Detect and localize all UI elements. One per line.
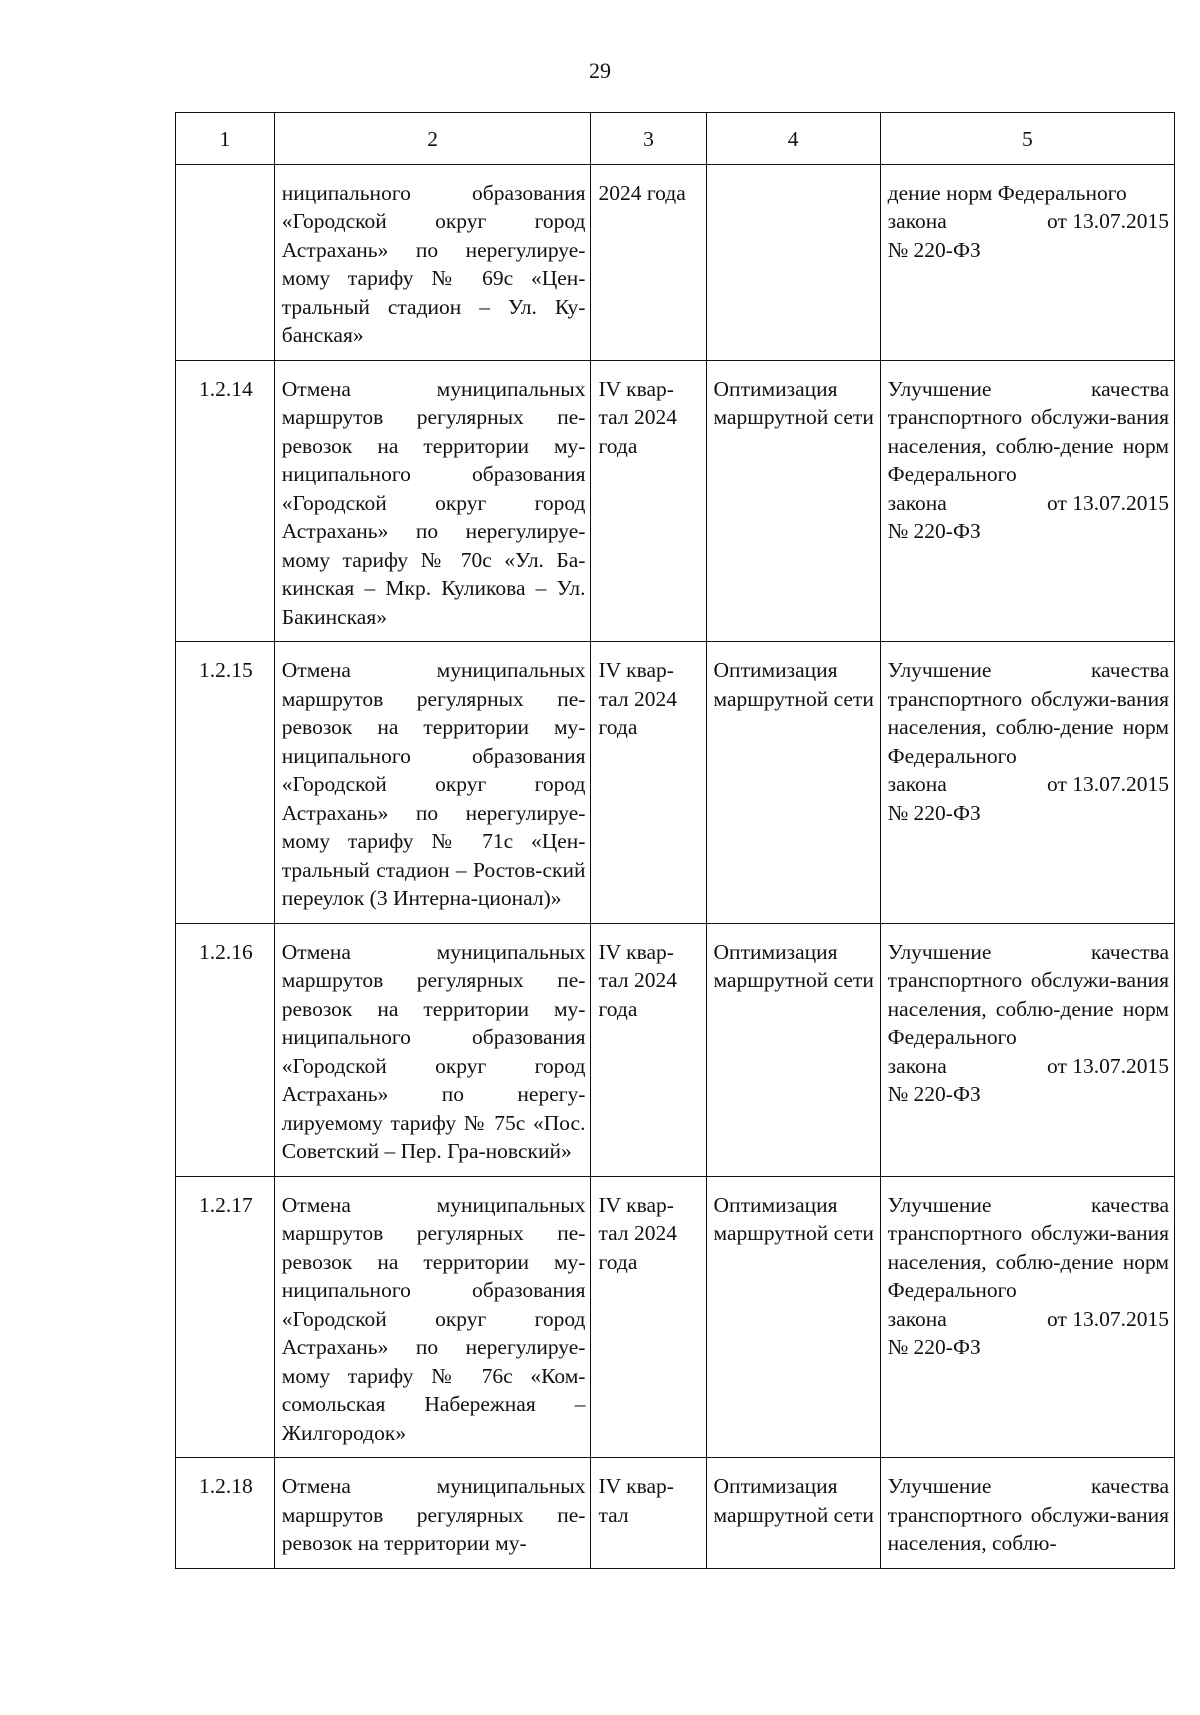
expected-result-cell [880, 164, 1174, 360]
law-word: закона [887, 1306, 947, 1331]
row-number-cell: 1.2.15 [176, 642, 275, 924]
law-word: закона [887, 772, 947, 796]
expected-result-cell [880, 642, 1174, 924]
law-reference-line [888, 1305, 1169, 1334]
law-date: от 13.07.2015 [1047, 209, 1169, 233]
law-word: закона [887, 209, 947, 233]
header-col-5: 5 [880, 113, 1174, 165]
table-row [176, 360, 1175, 642]
law-reference-line [888, 207, 1169, 236]
law-number: № 220-ФЗ [887, 519, 981, 543]
law-number: № 220-ФЗ [887, 800, 981, 825]
law-word: закона [887, 490, 947, 515]
table-header-row [176, 113, 1175, 165]
result-text: Улучшение качества транспортного обслужи-вания населения, соблю-дение норм Федерального [887, 376, 1169, 486]
row-number-cell: 1.2.18 [176, 1458, 275, 1569]
law-date: от 13.07.2015 [1047, 1306, 1169, 1331]
period-cell: IV квар-тал 2024 года [591, 642, 706, 924]
table-row [176, 923, 1175, 1176]
result-text: Улучшение качества транспортного обслужи-вания населения, соблю- [887, 1474, 1169, 1555]
law-date: от 13.07.2015 [1047, 490, 1169, 515]
result-text: Улучшение качества транспортного обслужи-вания населения, соблю-дение норм Федерального [887, 658, 1169, 768]
table-row [176, 1176, 1175, 1458]
goal-cell: Оптимизация маршрутной сети [706, 923, 880, 1176]
measure-description-cell: ниципального образования «Городской округ город Астрахань» по нерегулируе-мому тарифу № 69с «Цен-тральный стадион – Ул. Ку-банская» [274, 164, 591, 360]
header-col-2: 2 [274, 113, 591, 165]
expected-result-cell [880, 1458, 1174, 1569]
law-number: № 220-ФЗ [887, 1335, 981, 1359]
expected-result-cell [880, 360, 1174, 642]
expected-result-cell [880, 923, 1174, 1176]
table-row [176, 1458, 1175, 1569]
law-date: от 13.07.2015 [1047, 772, 1169, 796]
expected-result-cell [880, 1176, 1174, 1458]
row-number-cell: 1.2.16 [176, 923, 275, 1176]
table-body [176, 164, 1175, 1568]
goal-cell: Оптимизация маршрутной сети [706, 1458, 880, 1569]
row-number-cell: 1.2.14 [176, 360, 275, 642]
table-row [176, 164, 1175, 360]
result-text: Улучшение качества транспортного обслужи-вания населения, соблю-дение норм Федерального [887, 1192, 1169, 1302]
row-number-cell: 1.2.17 [176, 1176, 275, 1458]
law-reference-line [888, 770, 1169, 799]
header-col-4: 4 [706, 113, 880, 165]
result-text: дение норм Федерального [887, 180, 1127, 205]
header-col-3: 3 [591, 113, 706, 165]
page-number: 29 [589, 58, 611, 83]
result-text: Улучшение качества транспортного обслужи-вания населения, соблю-дение норм Федерального [887, 939, 1169, 1049]
period-cell: IV квар-тал 2024 года [591, 923, 706, 1176]
period-cell: IV квар-тал 2024 года [591, 360, 706, 642]
measure-description-cell: Отмена муниципальных маршрутов регулярных пе-ревозок на территории му-ниципального образования «Городской округ город Астрахань» по нерегулируе-мому тарифу № 71с «Цен-тральный стадион – Ростов-ский переулок (3 Интерна-ционал)» [274, 642, 591, 924]
law-number: № 220-ФЗ [887, 1082, 981, 1106]
measure-description-cell: Отмена муниципальных маршрутов регулярных пе-ревозок на территории му- [274, 1458, 591, 1569]
goal-cell [706, 164, 880, 360]
measure-description-cell: Отмена муниципальных маршрутов регулярных пе-ревозок на территории му-ниципального образования «Городской округ город Астрахань» по нерегулируе-мому тарифу № 70с «Ул. Ба-кинская – Мкр. Куликова – Ул. Бакинская» [274, 360, 591, 642]
law-reference-line [888, 1052, 1169, 1081]
row-number-cell [176, 164, 275, 360]
header-col-1: 1 [176, 113, 275, 165]
measures-table [175, 112, 1175, 1569]
period-cell: IV квар-тал [591, 1458, 706, 1569]
law-word: закона [887, 1053, 947, 1078]
law-number: № 220-ФЗ [887, 237, 981, 262]
law-reference-line [888, 489, 1169, 518]
period-cell: IV квар-тал 2024 года [591, 1176, 706, 1458]
period-cell: 2024 года [591, 164, 706, 360]
measure-description-cell: Отмена муниципальных маршрутов регулярных пе-ревозок на территории му-ниципального образования «Городской округ город Астрахань» по нерегу-лируемому тарифу № 75с «Пос. Советский – Пер. Гра-новский» [274, 923, 591, 1176]
law-date: от 13.07.2015 [1047, 1053, 1169, 1078]
table-row [176, 642, 1175, 924]
measure-description-cell: Отмена муниципальных маршрутов регулярных пе-ревозок на территории му-ниципального образования «Городской округ город Астрахань» по нерегулируе-мому тарифу № 76с «Ком-сомольская Набережная – Жилгородок» [274, 1176, 591, 1458]
goal-cell: Оптимизация маршрутной сети [706, 1176, 880, 1458]
goal-cell: Оптимизация маршрутной сети [706, 360, 880, 642]
goal-cell: Оптимизация маршрутной сети [706, 642, 880, 924]
